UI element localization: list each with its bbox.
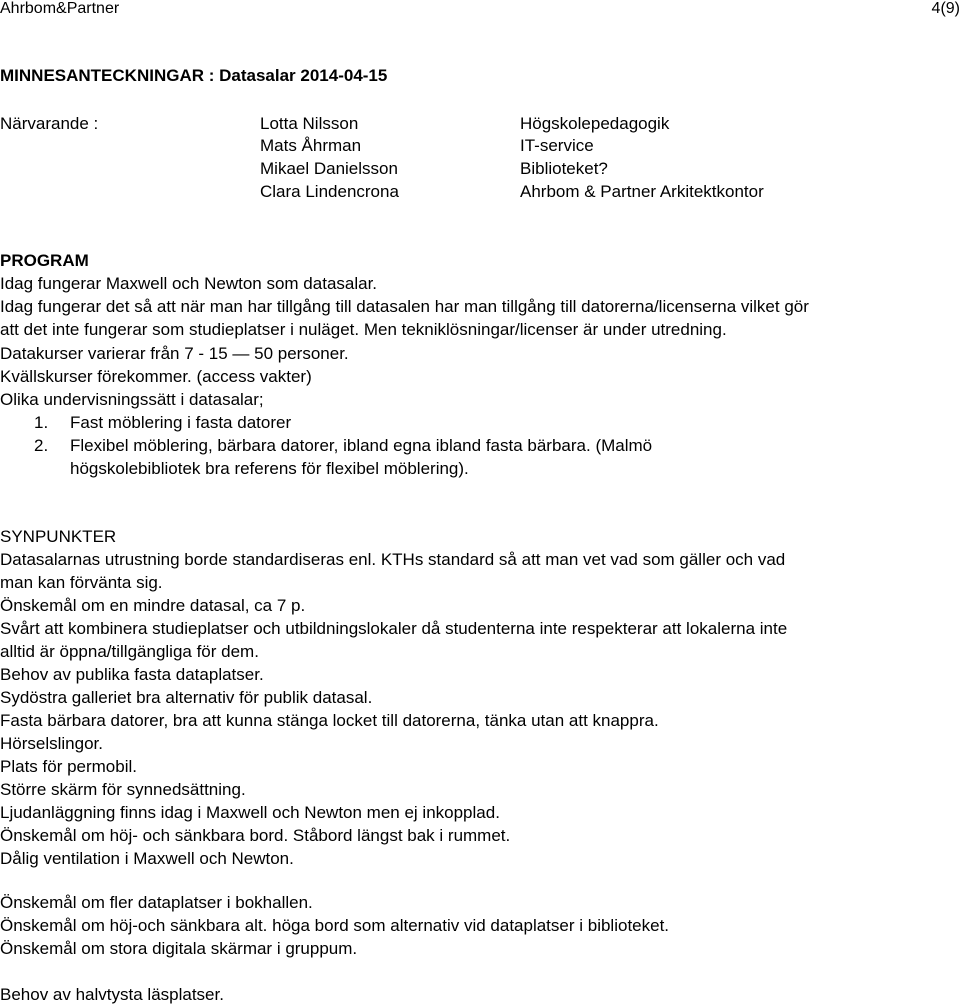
program-line: Olika undervisningssätt i datasalar; (0, 390, 264, 409)
synpunkter-line: Önskemål om höj-och sänkbara alt. höga bord som alternativ vid dataplatser i biblioteket. (0, 916, 670, 935)
synpunkter-line: Plats för permobil. (0, 757, 137, 776)
attendee-name: Clara Lindencrona (260, 182, 399, 201)
synpunkter-line: Behov av halvtysta läsplatser. (0, 985, 224, 1004)
attendee-name: Lotta Nilsson (260, 114, 359, 133)
attendee-role: Ahrbom & Partner Arkitektkontor (520, 182, 764, 201)
synpunkter-line: Dålig ventilation i Maxwell och Newton. (0, 849, 294, 868)
program-line: Datakurser varierar från 7 - 15 — 50 personer. (0, 344, 349, 363)
attendee-role: Högskolepedagogik (520, 114, 670, 133)
synpunkter-line: Önskemål om en mindre datasal, ca 7 p. (0, 596, 306, 615)
list-item-text: Fast möblering i fasta datorer (70, 413, 292, 432)
program-line: Idag fungerar det så att när man har tillgång till datasalen har man tillgång till datorerna/licenserna vilket gör (0, 297, 809, 316)
synpunkter-line: Datasalarnas utrustning borde standardiseras enl. KTHs standard så att man vet vad som gäller och vad (0, 550, 786, 569)
program-line: Kvällskurser förekommer. (access vakter) (0, 367, 312, 386)
program-line: att det inte fungerar som studieplatser i nuläget. Men tekniklösningar/licenser är under utredning. (0, 320, 727, 339)
synpunkter-line: Fasta bärbara datorer, bra att kunna stänga locket till datorerna, tänka utan att knappra. (0, 711, 659, 730)
attendee-role: Biblioteket? (520, 159, 608, 178)
synpunkter-line: Önskemål om höj- och sänkbara bord. Ståbord längst bak i rummet. (0, 826, 511, 845)
attendees-label: Närvarande : (0, 114, 99, 133)
synpunkter-line: Ljudanläggning finns idag i Maxwell och Newton men ej inkopplad. (0, 803, 500, 822)
program-heading: PROGRAM (0, 251, 89, 270)
synpunkter-line: alltid är öppna/tillgängliga för dem. (0, 642, 259, 661)
synpunkter-line: Behov av publika fasta dataplatser. (0, 665, 264, 684)
synpunkter-line: Svårt att kombinera studieplatser och utbildningslokaler då studenterna inte respekterar att lokalerna inte (0, 619, 788, 638)
synpunkter-line: Sydöstra galleriet bra alternativ för publik datasal. (0, 688, 373, 707)
list-item-continuation: högskolebibliotek bra referens för flexibel möblering). (70, 459, 469, 478)
list-item-number: 1. (34, 413, 49, 432)
attendee-role: IT-service (520, 136, 594, 155)
list-item-text: Flexibel möblering, bärbara datorer, ibland egna ibland fasta bärbara. (Malmö (70, 436, 653, 455)
attendee-name: Mikael Danielsson (260, 159, 398, 178)
synpunkter-line: man kan förvänta sig. (0, 573, 163, 592)
synpunkter-line: Större skärm för synnedsättning. (0, 780, 246, 799)
list-item-number: 2. (34, 436, 49, 455)
program-line: Idag fungerar Maxwell och Newton som datasalar. (0, 274, 378, 293)
synpunkter-line: Önskemål om stora digitala skärmar i gruppum. (0, 939, 358, 958)
synpunkter-line: Hörselslingor. (0, 734, 103, 753)
synpunkter-heading: SYNPUNKTER (0, 527, 117, 546)
document-title: MINNESANTECKNINGAR : Datasalar 2014-04-15 (0, 66, 388, 85)
synpunkter-line: Önskemål om fler dataplatser i bokhallen. (0, 893, 313, 912)
header-page-number: 4(9) (931, 0, 960, 17)
header-company: Ahrbom&Partner (0, 0, 120, 17)
attendee-name: Mats Åhrman (260, 136, 362, 155)
